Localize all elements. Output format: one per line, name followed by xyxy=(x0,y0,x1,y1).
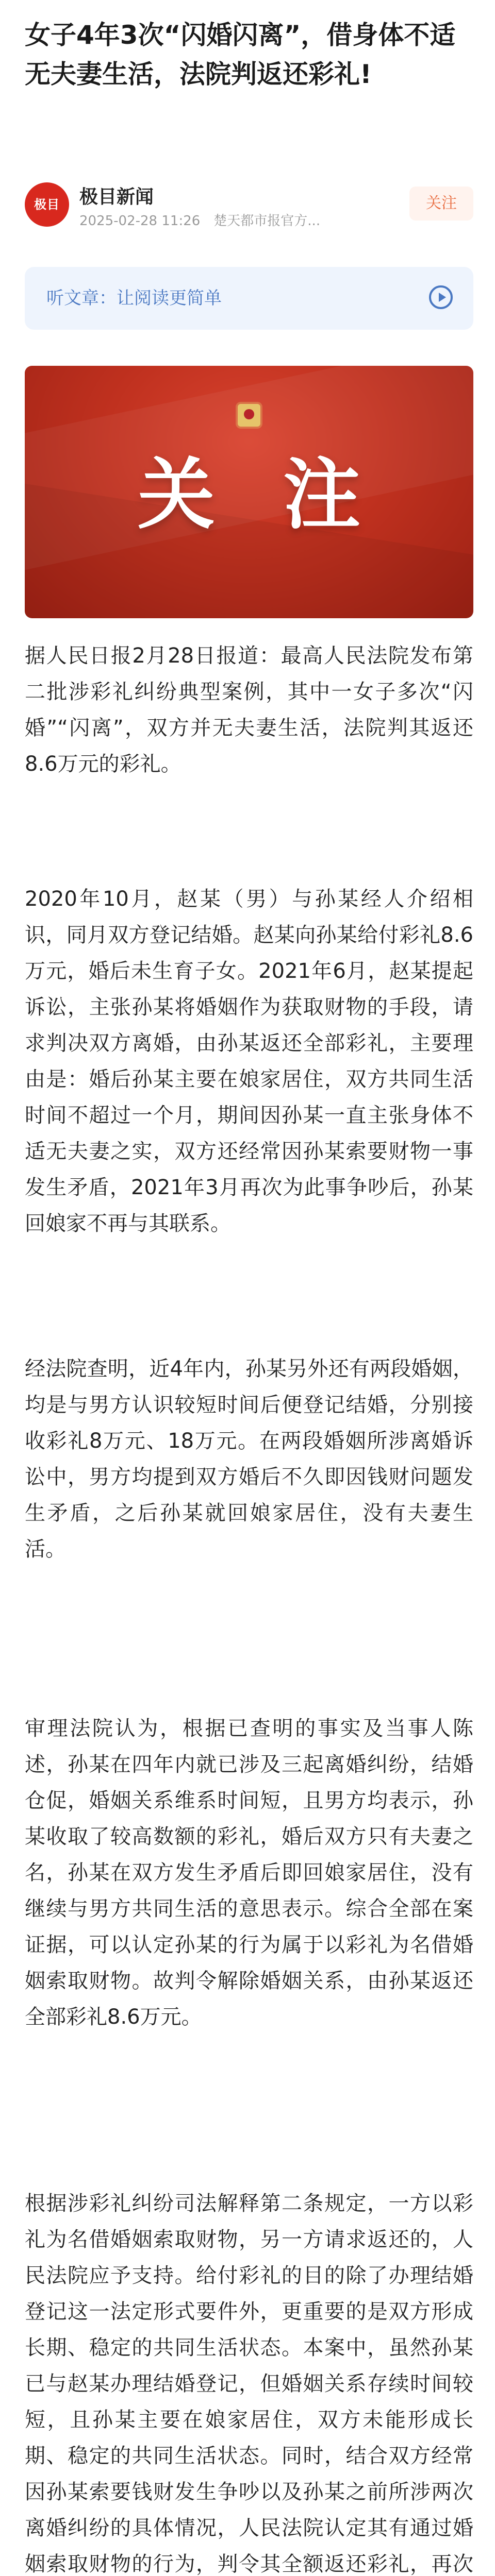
author-meta xyxy=(79,210,320,229)
emblem-icon xyxy=(238,404,260,427)
follow-button[interactable]: 关注 xyxy=(409,187,473,221)
article-banner-image xyxy=(25,366,473,618)
article-paragraph: 经法院查明，近4年内，孙某另外还有两段婚姻，均是与男方认识较短时间后便登记结婚，分别接收彩礼8万元、18万元。在两段婚姻所涉离婚诉讼中，男方均提到双方婚后不久即因钱财问题发生矛盾，之后孙某就回娘家居住，没有夫妻生活。 xyxy=(25,1357,473,1561)
publish-date: 2025-02-28 11:26 xyxy=(79,213,201,229)
listen-article-bar[interactable] xyxy=(25,267,473,330)
listen-article-label: 听文章：让阅读更简单 xyxy=(46,288,222,309)
article-headline: 女子4年3次“闪婚闪离”，借身体不适无夫妻生活，法院判返还彩礼! xyxy=(25,20,456,89)
avatar[interactable]: 极目 xyxy=(25,182,69,227)
article-paragraph: 据人民日报2月28日报道：最高人民法院发布第二批涉彩礼纠纷典型案例，其中一女子多次“闪婚”“闪离”，双方并无夫妻生活，法院判其返还8.6万元的彩礼。 xyxy=(25,644,473,776)
banner-title: 关 注 xyxy=(137,449,382,540)
article-paragraph: 审理法院认为，根据已查明的事实及当事人陈述，孙某在四年内就已涉及三起离婚纠纷，结婚仓促，婚姻关系维系时间短，且男方均表示，孙某收取了较高数额的彩礼，婚后双方只有夫妻之名，孙某在双方发生矛盾后即回娘家居住，没有继续与男方共同生活的意思表示。综合全部在案证据，可以认定孙某的行为属于以彩礼为名借婚姻索取财物。故判令解除婚姻关系，由孙某返还全部彩礼8.6万元。 xyxy=(25,1717,473,2029)
play-circle-icon[interactable] xyxy=(429,285,453,309)
author-row xyxy=(25,179,473,236)
author-source: 楚天都市报官方... xyxy=(213,213,321,229)
author-name[interactable]: 极目新闻 xyxy=(79,187,154,208)
article-paragraph: 2020年10月，赵某（男）与孙某经人介绍相识，同月双方登记结婚。赵某向孙某给付彩礼8.6万元，婚后未生育子女。2021年6月，赵某提起诉讼，主张孙某将婚姻作为获取财物的手段，请求判决双方离婚，由孙某返还全部彩礼，主要理由是：婚后孙某主要在娘家居住，双方共同生活时间不超过一个月，期间因孙某一直主张身体不适无夫妻之实，双方还经常因孙某索要财物一事发生矛盾，2021年3月再次为此事争吵后，孙某回娘家不再与其联系。 xyxy=(25,887,473,1235)
article-paragraph: 根据涉彩礼纠纷司法解释第二条规定，一方以彩礼为名借婚姻索取财物，另一方请求返还的，人民法院应予支持。给付彩礼的目的除了办理结婚登记这一法定形式要件外，更重要的是双方形成长期、稳定的共同生活状态。本案中，虽然孙某已与赵某办理结婚登记，但婚姻关系存续时间较短，且孙某主要在娘家居住，双方未能形成长期、稳定的共同生活状态。同时，结合双方经常因孙某索要钱财发生争吵以及孙某之前所涉两次离婚纠纷的具体情况，人民法院认定其有通过婚姻索取财物的行为，判令其全额返还彩礼，再次 xyxy=(25,2192,473,2576)
